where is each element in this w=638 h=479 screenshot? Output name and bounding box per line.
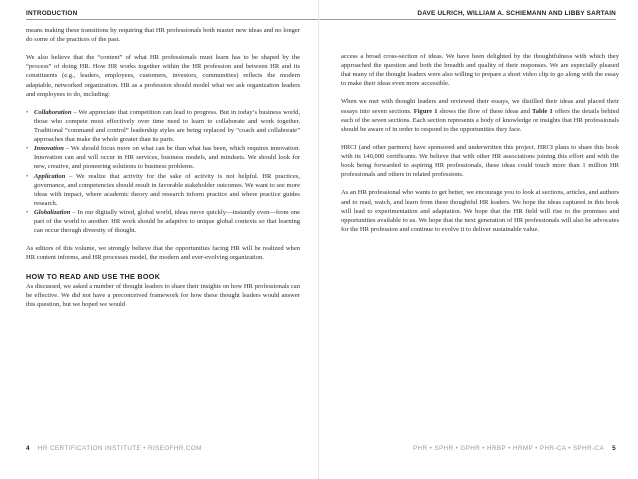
list-item — [26, 144, 300, 171]
list-item-term: Innovation — [34, 145, 64, 153]
paragraph: HRCI (and other partners) have sponsored and underwritten this project. HRCI plans to share this book with its 140,000 certificants. We believe that with other HR associations joining this effort and with the book being forwarded to aspiring HR professionals, these ideas could touch more than 1 million HR professionals and others in related professions. — [341, 143, 619, 179]
list-item-text: – We should focus more on what can be than what has been, which requires innovation. Innovation can and will occur in HR services, business models, and mindsets. We should look for new, creative, and pioneering solutions to business problems. — [34, 145, 300, 171]
list-item-term: Collaboration — [34, 108, 72, 116]
section-heading: HOW TO READ AND USE THE BOOK — [26, 271, 161, 281]
list-item-text: – We realize that activity for the sake of activity is not helpful. HR practices, governance, and competencies should result in favorable stakeholder outcomes. We want to see more ideas with impact, where academic theory and research inform practice and where practice guides research. — [34, 172, 300, 207]
paragraph: access a broad cross-section of ideas. We have been delighted by the thoughtfulness with which they approached the question and both the breadth and quality of their responses. We are especially pleased that many of the thought leaders were also willing to prepare a short video clip to go along with the essay to make their ideas even more accessible. — [341, 53, 619, 88]
footer-right — [413, 445, 616, 452]
page-number: 5 — [612, 445, 616, 452]
list-item-term: Application — [34, 172, 66, 180]
page-number: 4 — [26, 445, 30, 452]
footer-text: PHR • SPHR • GPHR • HRBP • HRMP • PHR-CA • SPHR-CA — [412, 445, 605, 452]
bullet-icon: • — [26, 145, 29, 153]
list-item-text: – In our digitally wired, global world, ideas move quickly—instantly even—from one part of the world to another. HR work should be adaptive to unique global contexts so that learning can occur through diversity of thought. — [34, 208, 300, 235]
list-item — [26, 172, 300, 208]
running-header-left: INTRODUCTION — [26, 10, 78, 17]
bullet-icon: • — [26, 108, 29, 116]
bullet-icon: • — [26, 208, 29, 216]
list-item-text: – We appreciate that competition can lead to progress. But in today’s business world, those who compete most effectively over time need to learn to collaborate and work together. Traditional “command and control” leadership styles are being replaced by “coach and collaborate” approaches that make the whole greater than its parts. — [34, 108, 300, 144]
paragraph: As discussed, we asked a number of thought leaders to share their insights on how HR professionals can be effective. We did not have a preconceived framework for how these thought leaders would answer this question, but we hoped we would — [26, 282, 300, 308]
paragraph: We also believe that the “content” of what HR professionals must learn has to be shaped by the “process” of doing HR. How HR works together within the HR profession and between HR and its constituents (e.g., leaders, employees, customers, investors, communities) reflects the modern adaptable, networked organization. HR as a profession should model what we ask organization leaders and employees to do, including: — [26, 54, 300, 98]
list-item — [26, 108, 300, 144]
paragraph: When we met with thought leaders and reviewed their essays, we distilled their ideas and placed their essays into seven sections. Figure 1 shows the flow of these ideas and Table 1 offers the details behind each of the seven sections. Each section represents a body of knowledge or insights that HR professionals should be aware of in order to respond to the opportunities they face. — [341, 98, 619, 133]
right-page — [319, 0, 638, 479]
left-page-body — [26, 26, 300, 318]
list-item — [26, 208, 300, 235]
right-page-body — [341, 52, 619, 243]
principles-list — [26, 108, 300, 235]
list-item-term: Globalization — [34, 208, 71, 216]
figure-reference: Figure 1 — [413, 107, 438, 115]
paragraph: means making these transitions by requiring that HR professionals both master new ideas and no longer do some of the practices of the past. — [26, 27, 300, 44]
table-reference: Table 1 — [532, 107, 553, 115]
paragraph: As an HR professional who wants to get better, we encourage you to look at sections, articles, and authors and to read, watch, and learn from these thoughtful HR leaders. We hope the ideas captured in this book will lead to experimentation and adaptation. We hope that the HR field will rise to the promises and opportunities available to us. We hope that the next generation of HR professionals will also be advocates for the HR profession and continue to evolve it to deliver sustainable value. — [341, 189, 619, 233]
header-rule-right — [319, 19, 616, 20]
running-header-right: DAVE ULRICH, WILLIAM A. SCHIEMANN AND LIBBY SARTAIN — [417, 10, 616, 17]
footer-left — [26, 445, 202, 452]
bullet-icon: • — [26, 172, 29, 180]
paragraph: As editors of this volume, we strongly believe that the opportunities facing HR will be realized when HR content informs, and HR processes model, the modern and ever-evolving organization. — [26, 245, 300, 262]
footer-text: HR CERTIFICATION INSTITUTE • RISEOFHR.COM — [37, 445, 202, 452]
header-rule-left — [26, 19, 318, 20]
